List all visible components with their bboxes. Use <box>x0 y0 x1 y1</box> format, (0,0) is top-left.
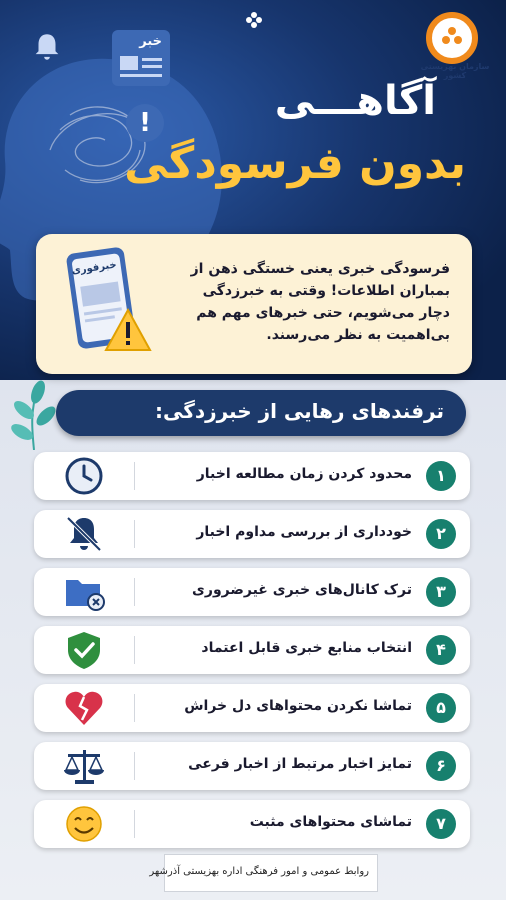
scales-icon <box>62 746 106 786</box>
warning-icon <box>104 308 152 352</box>
tip-number: ۲ <box>426 519 456 549</box>
row-divider <box>134 462 135 490</box>
clock-icon <box>62 456 106 496</box>
tip-row-3 <box>34 568 470 616</box>
smile-icon <box>62 804 106 844</box>
phone-alert-illustration <box>64 250 146 358</box>
tip-number: ۴ <box>426 635 456 665</box>
row-divider <box>134 810 135 838</box>
footer-credit <box>149 854 378 892</box>
row-divider <box>134 694 135 722</box>
tip-row-6 <box>34 742 470 790</box>
section-title-bar <box>56 390 466 436</box>
phone-label: خبرفوری <box>70 259 118 277</box>
tip-row-2 <box>34 510 470 558</box>
tip-label: تماشا نکردن محتواهای دل خراش <box>184 698 412 714</box>
shield-check-icon <box>62 630 106 670</box>
tip-row-5 <box>34 684 470 732</box>
row-divider <box>134 520 135 548</box>
tip-row-1 <box>34 452 470 500</box>
tip-label: خودداری از بررسی مداوم اخبار <box>196 524 412 540</box>
exclamation-icon: ! <box>126 104 164 142</box>
tip-number: ۳ <box>426 577 456 607</box>
folder-remove-icon <box>62 572 106 612</box>
title-line-1: آگاهـــی <box>274 78 436 124</box>
tip-label: تمایز اخبار مرتبط از اخبار فرعی <box>188 756 412 772</box>
tip-label: ترک کانال‌های خبری غیرضروری <box>192 582 412 598</box>
row-divider <box>134 578 135 606</box>
bell-off-icon <box>62 514 106 554</box>
row-divider <box>134 636 135 664</box>
title-line-2: بدون فرسودگی <box>124 138 466 189</box>
logo-emblem-icon <box>438 22 466 50</box>
info-box <box>36 234 472 374</box>
tip-label: انتخاب منابع خبری قابل اعتماد <box>201 640 412 656</box>
dots-ornament-icon <box>246 12 262 28</box>
organization-logo <box>418 12 492 78</box>
broken-heart-icon <box>62 688 106 728</box>
leaves-decoration-icon <box>8 380 60 450</box>
tip-row-4 <box>34 626 470 674</box>
info-text: فرسودگی خبری یعنی خستگی ذهن از بمباران اطلاعات! وقتی به خبرزدگی دچار می‌شویم، حتی خبرهای مهم هم بی‌اهمیت به نظر می‌رسند. <box>190 261 450 343</box>
tip-number: ۷ <box>426 809 456 839</box>
bell-icon <box>30 30 64 64</box>
news-card-icon <box>112 30 170 86</box>
tip-number: ۵ <box>426 693 456 723</box>
tip-number: ۶ <box>426 751 456 781</box>
logo-text: سازمان بهزیستی کشور <box>420 62 490 80</box>
row-divider <box>134 752 135 780</box>
section-title: ترفندهای رهایی از خبرزدگی: <box>154 399 444 423</box>
tip-number: ۱ <box>426 461 456 491</box>
tip-label: محدود کردن زمان مطالعه اخبار <box>196 466 412 482</box>
tip-row-7 <box>34 800 470 848</box>
tip-label: تماشای محتواهای مثبت <box>249 814 412 830</box>
news-card-label: خبر <box>139 34 162 49</box>
footer-text: روابط عمومی و امور فرهنگی اداره بهزیستی آذرشهر <box>149 866 369 877</box>
